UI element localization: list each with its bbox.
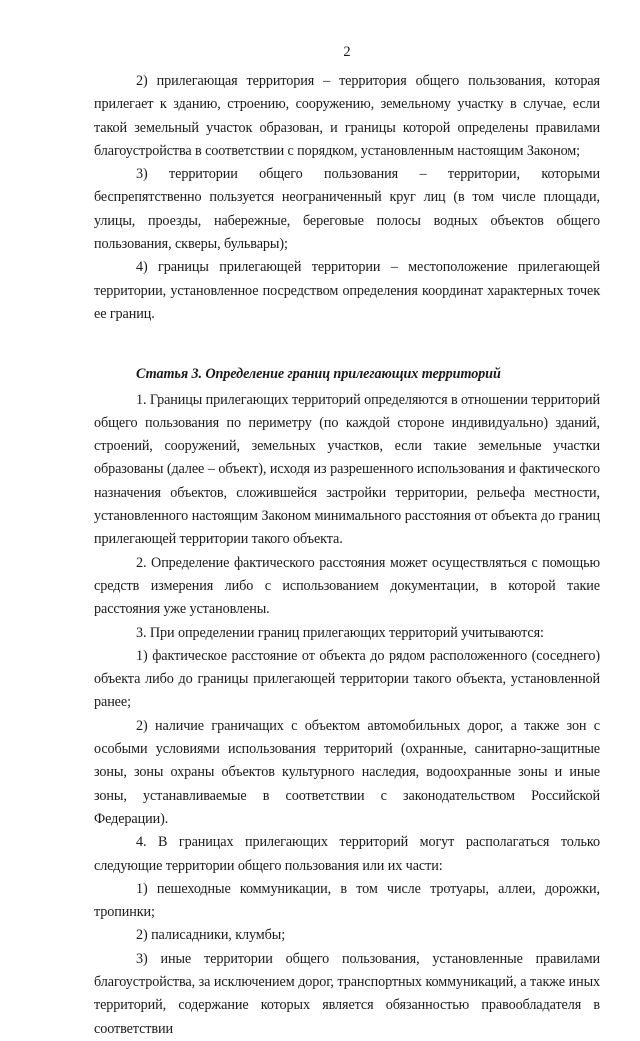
paragraph-definition-boundaries: 4) границы прилегающей территории – местоположение прилегающей территории, установленное посредством определения координат характерных точек ее границ. — [94, 259, 600, 322]
paragraph-article3-item3: 3. При определении границ прилегающих территорий учитываются: — [136, 624, 544, 641]
paragraph-article3-item1: 1. Границы прилегающих территорий определяются в отношении территорий общего пользования по периметру (по каждой стороне индивидуально) зданий, строений, сооружений, земельных участков, если такие земельные участки образованы (далее – объект), исходя из разрешенного использования и фактического назначения объектов, сложившейся застройки территории, рельефа местности, установленного настоящим Законом минимального расстояния от объекта до границ прилегающей территории такого объекта. — [94, 391, 600, 548]
document-body — [94, 70, 600, 1041]
article-heading: Статья 3. Определение границ прилегающих территорий — [136, 366, 501, 383]
paragraph-article3-item3-sub2: 2) наличие граничащих с объектом автомобильных дорог, а также зон с особыми условиями использования территорий (охранные, санитарно-защитные зоны, зоны охраны объектов культурного наследия, водоохранные зоны и иные зоны, устанавливаемые в соответствии с законодательством Российской Федерации). — [94, 717, 600, 827]
paragraph-definition-public-territories: 3) территории общего пользования – территории, которыми беспрепятственно пользуется неограниченный круг лиц (в том числе площади, улицы, проезды, набережные, береговые полосы водных объектов общего пользования, скверы, бульвары); — [94, 166, 600, 253]
paragraph-article3-item2: 2. Определение фактического расстояния может осуществляться с помощью средств измерения либо с использованием документации, в которой такие расстояния уже установлены. — [94, 554, 600, 618]
paragraph-definition-adjacent-territory: 2) прилегающая территория – территория общего пользования, которая прилегает к зданию, строению, сооружению, земельному участку в случае, если такой земельный участок образован, и границы которой определены правилами благоустройства в соответствии с порядком, установленным настоящим Законом; — [94, 73, 600, 159]
paragraph-article3-item4-sub2: 2) палисадники, клумбы; — [136, 927, 286, 944]
page-number: 2 — [343, 44, 351, 60]
paragraph-article3-item4: 4. В границах прилегающих территорий могут располагаться только следующие территории общего пользования или их части: — [94, 834, 600, 874]
paragraph-article3-item3-sub1: 1) фактическое расстояние от объекта до рядом расположенного (соседнего) объекта либо до границы прилегающей территории такого объекта, установленной ранее; — [94, 647, 600, 711]
paragraph-article3-item4-sub1: 1) пешеходные коммуникации, в том числе тротуары, аллеи, дорожки, тропинки; — [94, 880, 600, 921]
paragraph-spacer — [94, 326, 600, 349]
paragraph-article3-item4-sub3: 3) иные территории общего пользования, установленные правилами благоустройства, за исключением дорог, транспортных коммуникаций, а также иных территорий, содержание которых является обязанностью правообладателя в соответствии — [94, 950, 600, 1037]
